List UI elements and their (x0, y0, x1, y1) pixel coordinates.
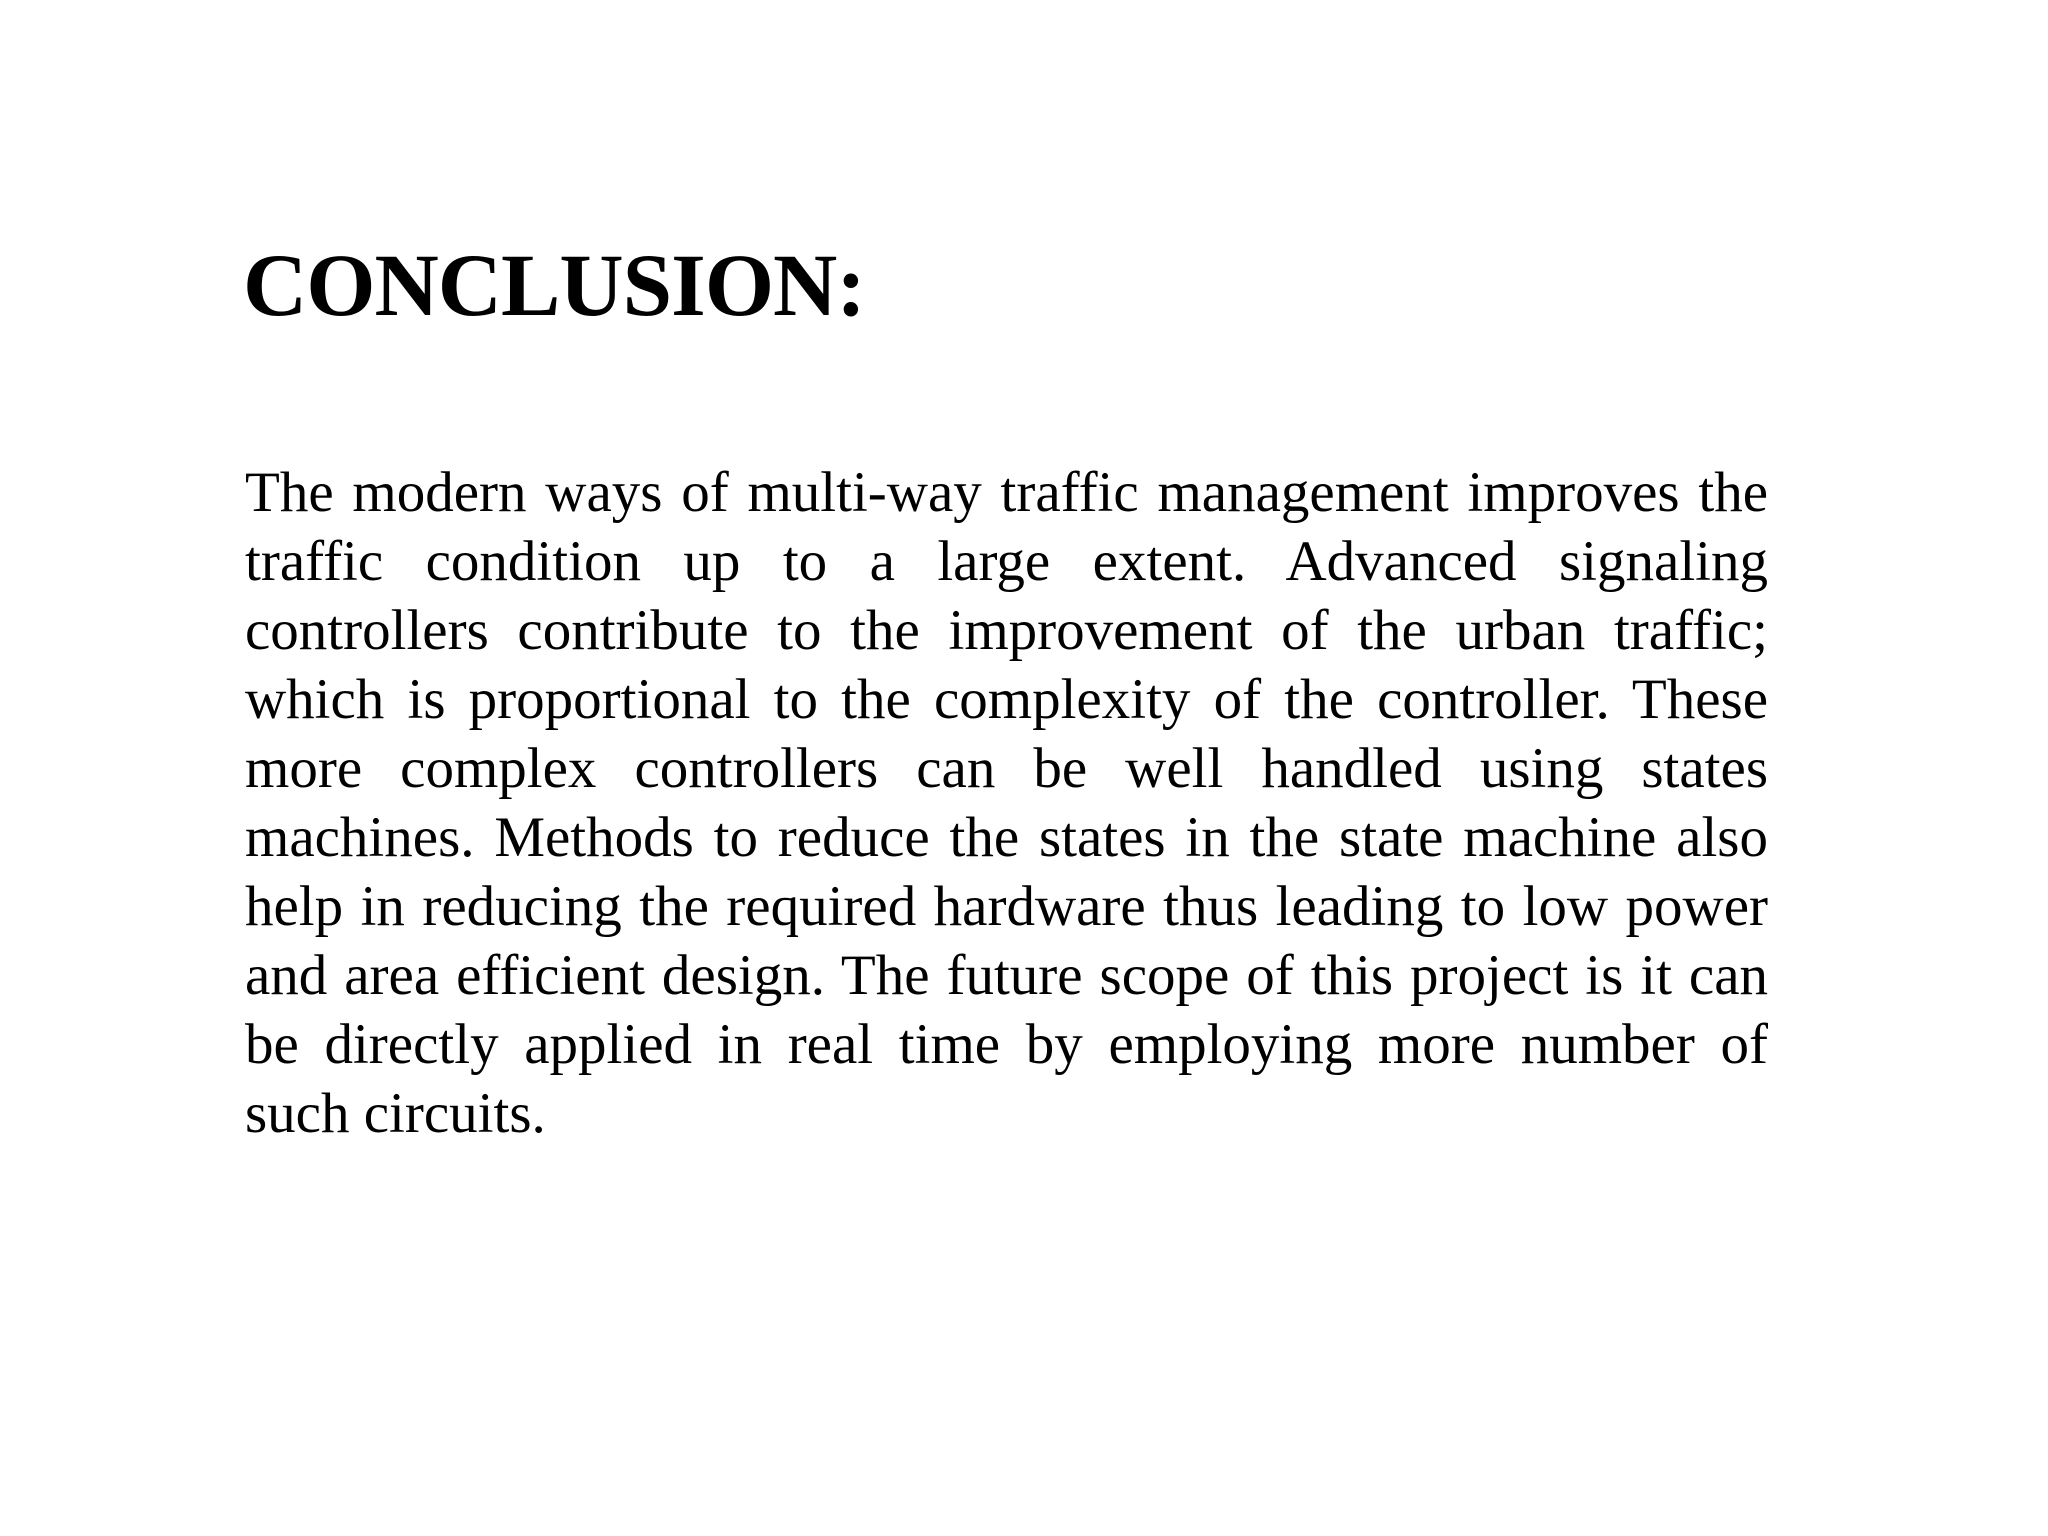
slide-title: CONCLUSION: (243, 237, 865, 335)
conclusion-paragraph: The modern ways of multi-way traffic management improves the traffic condition up to a large extent. Advanced signaling controllers contribute to the improvement of the urban traffic; which is proportional to the complexity of the controller. These more complex controllers can be well handled using states machines. Methods to reduce the states in the state machine also help in reducing the required hardware thus leading to low power and area efficient design. The future scope of this project is it can be directly applied in real time by employing more number of such circuits. (245, 461, 1768, 1145)
